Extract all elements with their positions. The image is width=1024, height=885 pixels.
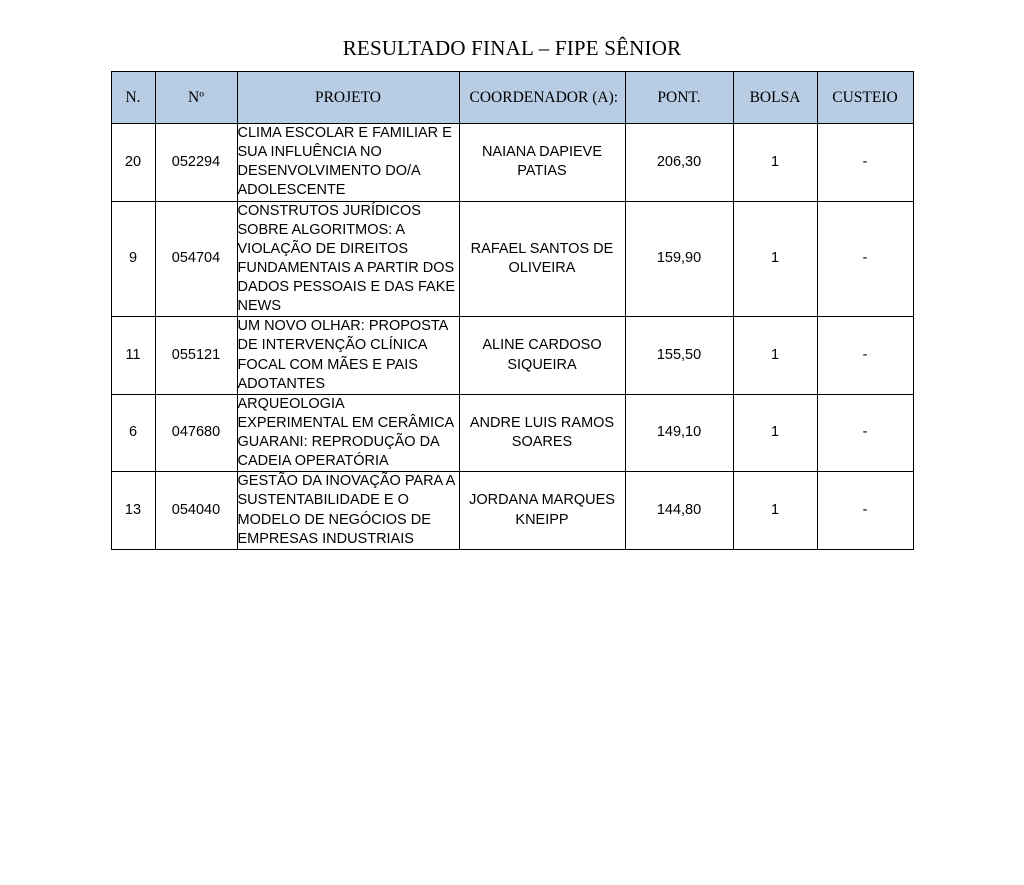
cell-numero: 055121 [155, 317, 237, 395]
table-row [111, 472, 913, 550]
table-header [111, 72, 913, 124]
cell-bolsa: 1 [733, 201, 817, 317]
cell-projeto: CONSTRUTOS JURÍDICOS SOBRE ALGORITMOS: A VIOLAÇÃO DE DIREITOS FUNDAMENTAIS A PARTIR DOS DADOS PESSOAIS E DAS FAKE NEWS [237, 201, 459, 317]
cell-pontuacao: 206,30 [625, 124, 733, 202]
cell-n: 13 [111, 472, 155, 550]
cell-projeto: GESTÃO DA INOVAÇÃO PARA A SUSTENTABILIDADE E O MODELO DE NEGÓCIOS DE EMPRESAS INDUSTRIAIS [237, 472, 459, 550]
page-title: RESULTADO FINAL – FIPE SÊNIOR [342, 36, 682, 60]
column-header-pontuacao: PONT. [625, 72, 733, 124]
cell-bolsa: 1 [733, 472, 817, 550]
cell-pontuacao: 149,10 [625, 394, 733, 472]
cell-bolsa: 1 [733, 394, 817, 472]
column-header-numero: Nº [155, 72, 237, 124]
cell-custeio: - [817, 201, 913, 317]
cell-n: 9 [111, 201, 155, 317]
cell-custeio: - [817, 472, 913, 550]
cell-numero: 052294 [155, 124, 237, 202]
cell-projeto: UM NOVO OLHAR: PROPOSTA DE INTERVENÇÃO CLÍNICA FOCAL COM MÃES E PAIS ADOTANTES [237, 317, 459, 395]
cell-n: 20 [111, 124, 155, 202]
cell-custeio: - [817, 317, 913, 395]
cell-pontuacao: 159,90 [625, 201, 733, 317]
cell-coordenador: ALINE CARDOSO SIQUEIRA [459, 317, 625, 395]
cell-bolsa: 1 [733, 317, 817, 395]
cell-numero: 054704 [155, 201, 237, 317]
cell-n: 11 [111, 317, 155, 395]
column-header-projeto: PROJETO [237, 72, 459, 124]
column-header-custeio: CUSTEIO [817, 72, 913, 124]
table-row [111, 394, 913, 472]
column-header-bolsa: BOLSA [733, 72, 817, 124]
cell-coordenador: ANDRE LUIS RAMOS SOARES [459, 394, 625, 472]
cell-custeio: - [817, 124, 913, 202]
column-header-coordenador: COORDENADOR (A): [459, 72, 625, 124]
cell-projeto: ARQUEOLOGIA EXPERIMENTAL EM CERÂMICA GUARANI: REPRODUÇÃO DA CADEIA OPERATÓRIA [237, 394, 459, 472]
cell-n: 6 [111, 394, 155, 472]
cell-numero: 054040 [155, 472, 237, 550]
cell-coordenador: JORDANA MARQUES KNEIPP [459, 472, 625, 550]
cell-custeio: - [817, 394, 913, 472]
column-header-n: N. [111, 72, 155, 124]
cell-projeto: CLIMA ESCOLAR E FAMILIAR E SUA INFLUÊNCIA NO DESENVOLVIMENTO DO/A ADOLESCENTE [237, 124, 459, 202]
table-row [111, 201, 913, 317]
cell-bolsa: 1 [733, 124, 817, 202]
document-page [0, 36, 1024, 885]
results-table [111, 71, 914, 550]
cell-coordenador: RAFAEL SANTOS DE OLIVEIRA [459, 201, 625, 317]
table-row [111, 124, 913, 202]
cell-pontuacao: 155,50 [625, 317, 733, 395]
table-header-row [111, 72, 913, 124]
cell-pontuacao: 144,80 [625, 472, 733, 550]
cell-numero: 047680 [155, 394, 237, 472]
table-body [111, 124, 913, 550]
cell-coordenador: NAIANA DAPIEVE PATIAS [459, 124, 625, 202]
table-row [111, 317, 913, 395]
